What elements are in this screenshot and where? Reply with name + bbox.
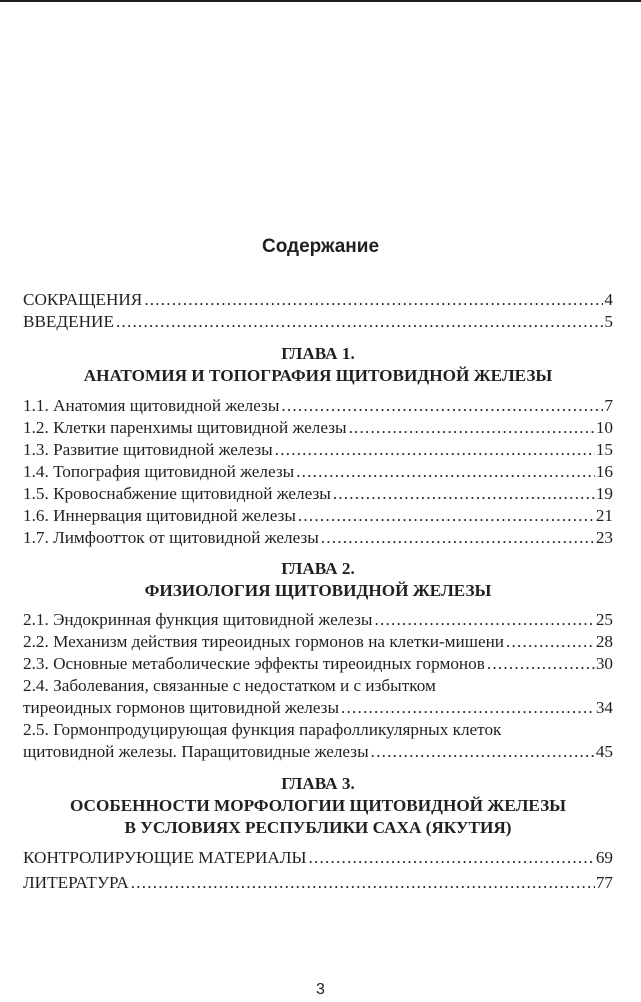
- dot-leader: [506, 631, 595, 653]
- toc-entry-title: 1.5. Кровоснабжение щитовидной железы: [23, 484, 331, 503]
- toc-entry-page: 4: [604, 290, 613, 309]
- dot-leader: [341, 697, 595, 719]
- toc-entry-page: 28: [595, 632, 613, 651]
- toc-entry-title: ВВЕДЕНИЕ: [23, 312, 114, 331]
- toc-entry-page: 16: [595, 462, 613, 481]
- dot-leader: [349, 417, 595, 439]
- toc-entry-title: 2.3. Основные метаболические эффекты тиреоидных гормонов: [23, 654, 485, 673]
- toc-entry-2-4-line1[interactable]: 2.4. Заболевания, связанные с недостатком и с избытком: [23, 676, 436, 695]
- toc-entry-2-2[interactable]: [23, 631, 613, 653]
- toc-entry-1-1[interactable]: [23, 395, 613, 417]
- toc-entry-title: 2.1. Эндокринная функция щитовидной железы: [23, 610, 373, 629]
- toc-entry-page: 23: [595, 528, 613, 547]
- back-matter-list: [23, 847, 613, 894]
- toc-entry-title: 1.7. Лимфоотток от щитовидной железы: [23, 528, 319, 547]
- dot-leader: [296, 461, 595, 483]
- chapter-label: ГЛАВА 3.: [281, 774, 355, 793]
- toc-entry-page: 7: [604, 396, 613, 415]
- toc-entry-page: 15: [595, 440, 613, 459]
- toc-entry-2-1[interactable]: [23, 609, 613, 631]
- chapter-2-sections: [23, 609, 613, 763]
- toc-entry-page: 25: [595, 610, 613, 629]
- toc-entry-2-4[interactable]: [23, 697, 613, 719]
- toc-entry-abbreviations[interactable]: [23, 289, 613, 311]
- dot-leader: [298, 505, 595, 527]
- dot-leader: [374, 609, 594, 631]
- chapter-1-sections: [23, 395, 613, 549]
- dot-leader: [487, 653, 595, 675]
- chapter-label: ГЛАВА 2.: [281, 559, 355, 578]
- dot-leader: [321, 527, 595, 549]
- chapter-3: [23, 773, 613, 839]
- chapter-label: ГЛАВА 1.: [281, 344, 355, 363]
- toc-entry-page: 10: [595, 418, 613, 437]
- toc-entry-page: 34: [595, 698, 613, 717]
- toc-entry-title: 1.1. Анатомия щитовидной железы: [23, 396, 280, 415]
- toc-entry-1-3[interactable]: [23, 439, 613, 461]
- chapter-2: [23, 558, 613, 602]
- toc-entry-1-7[interactable]: [23, 527, 613, 549]
- top-border-rule: [0, 0, 641, 2]
- chapter-title-line-2: В УСЛОВИЯХ РЕСПУБЛИКИ САХА (ЯКУТИЯ): [124, 818, 512, 837]
- dot-leader: [116, 311, 603, 333]
- page-number: 3: [316, 981, 325, 998]
- dot-leader: [308, 847, 594, 869]
- toc-entry-page: 77: [595, 873, 613, 892]
- toc-entry-2-5[interactable]: [23, 741, 613, 763]
- chapter-title: АНАТОМИЯ И ТОПОГРАФИЯ ЩИТОВИДНОЙ ЖЕЛЕЗЫ: [83, 366, 553, 385]
- dot-leader: [131, 872, 595, 894]
- toc-entry-literature[interactable]: [23, 872, 613, 894]
- toc-entry-title: 2.2. Механизм действия тиреоидных гормонов на клетки-мишени: [23, 632, 504, 651]
- toc-entry-2-3[interactable]: [23, 653, 613, 675]
- dot-leader: [333, 483, 595, 505]
- dot-leader: [144, 289, 603, 311]
- toc-entry-1-6[interactable]: [23, 505, 613, 527]
- toc-entry-title: 1.2. Клетки паренхимы щитовидной железы: [23, 418, 347, 437]
- page-title: Содержание: [261, 236, 380, 257]
- toc-entry-2-5-line1[interactable]: 2.5. Гормонпродуцирующая функция парафолликулярных клеток: [23, 720, 502, 739]
- toc-entry-page: 5: [604, 312, 613, 331]
- toc-entry-1-2[interactable]: [23, 417, 613, 439]
- dot-leader: [275, 439, 595, 461]
- toc-entry-1-4[interactable]: [23, 461, 613, 483]
- toc-entry-title: 1.6. Иннервация щитовидной железы: [23, 506, 296, 525]
- toc-entry-title: СОКРАЩЕНИЯ: [23, 290, 143, 309]
- toc-entry-title: 1.3. Развитие щитовидной железы: [23, 440, 273, 459]
- toc-entry-title: 1.4. Топография щитовидной железы: [23, 462, 295, 481]
- toc-entry-page: 21: [595, 506, 613, 525]
- toc-entry-page: 19: [595, 484, 613, 503]
- toc-entry-title: щитовидной железы. Паращитовидные железы: [23, 742, 369, 761]
- front-matter-list: [23, 289, 613, 333]
- toc-entry-1-5[interactable]: [23, 483, 613, 505]
- dot-leader: [281, 395, 603, 417]
- dot-leader: [371, 741, 595, 763]
- toc-entry-page: 69: [595, 848, 613, 867]
- chapter-title: ФИЗИОЛОГИЯ ЩИТОВИДНОЙ ЖЕЛЕЗЫ: [144, 581, 492, 600]
- chapter-1: [23, 343, 613, 387]
- toc-entry-page: 30: [595, 654, 613, 673]
- toc-entry-control-materials[interactable]: [23, 847, 613, 872]
- chapter-title-line-1: ОСОБЕННОСТИ МОРФОЛОГИИ ЩИТОВИДНОЙ ЖЕЛЕЗЫ: [69, 796, 567, 815]
- toc-entry-introduction[interactable]: [23, 311, 613, 333]
- toc-entry-title: КОНТРОЛИРУЮЩИЕ МАТЕРИАЛЫ: [23, 848, 307, 867]
- toc-entry-title: тиреоидных гормонов щитовидной железы: [23, 698, 340, 717]
- toc-entry-page: 45: [595, 742, 613, 761]
- toc-entry-title: ЛИТЕРАТУРА: [23, 873, 129, 892]
